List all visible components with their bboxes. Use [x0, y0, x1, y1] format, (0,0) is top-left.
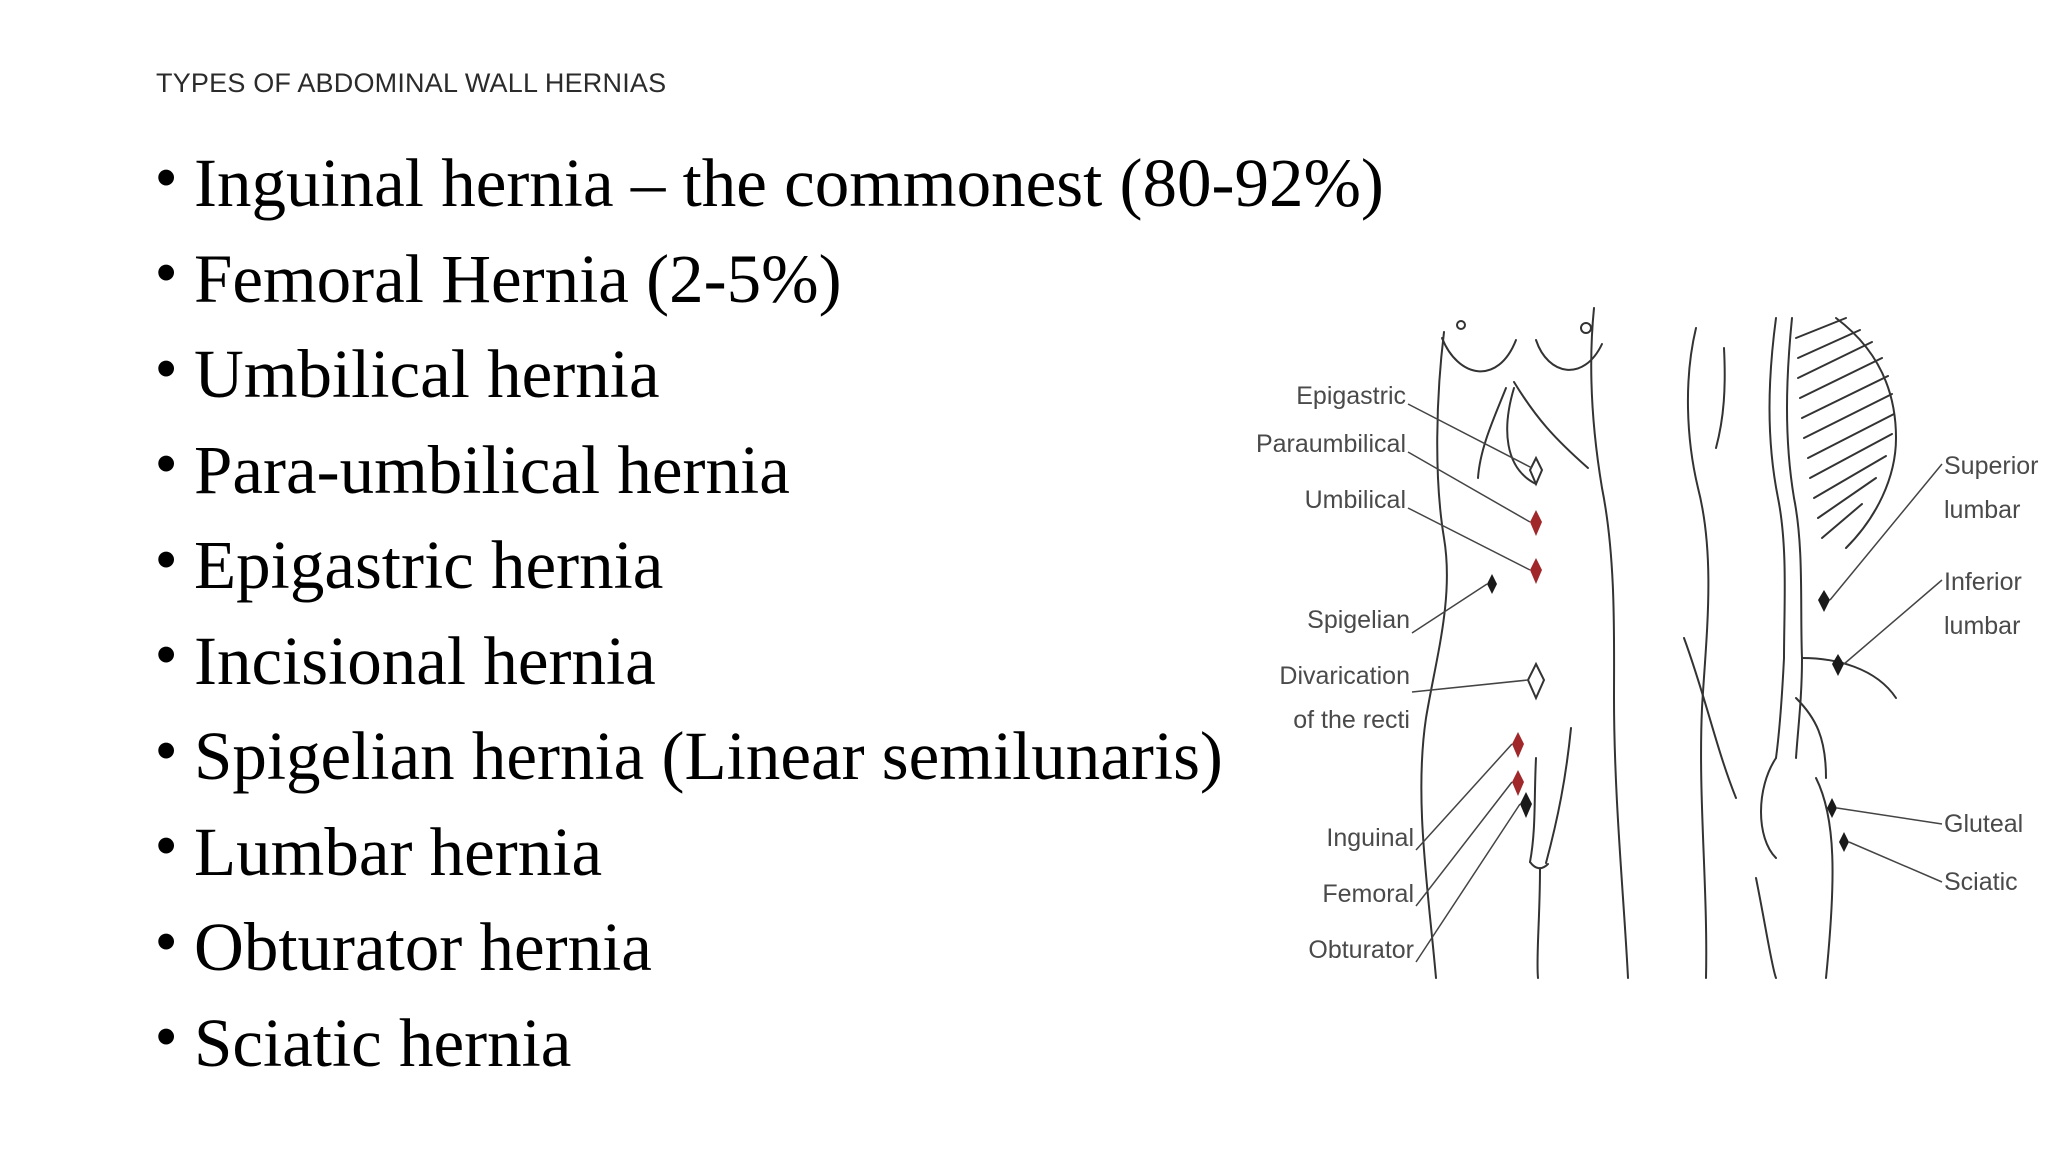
bullet-text: Epigastric hernia — [194, 527, 664, 604]
femoral-marker — [1512, 770, 1524, 796]
front-torso-outline — [1421, 308, 1628, 978]
bullet-list — [156, 136, 1384, 1091]
bullet-item — [156, 614, 1384, 710]
bullet-item — [156, 805, 1384, 901]
bullet-text: Umbilical hernia — [194, 336, 660, 413]
bullet-dot: • — [156, 908, 177, 974]
label-superior-1: Superior — [1944, 452, 2039, 480]
bullet-dot: • — [156, 431, 177, 497]
back-torso-outline — [1684, 318, 1896, 978]
bullet-item — [156, 518, 1384, 614]
label-paraumbilical: Paraumbilical — [1255, 430, 1406, 458]
bullet-item — [156, 423, 1384, 519]
bullet-text: Sciatic hernia — [194, 1004, 572, 1081]
bullet-item — [156, 232, 1384, 328]
bullet-dot: • — [156, 1004, 177, 1070]
bullet-item — [156, 900, 1384, 996]
hernia-diagram-svg — [1236, 278, 2048, 1008]
divarication-marker — [1528, 664, 1544, 698]
label-epigastric: Epigastric — [1296, 382, 1406, 410]
hernia-sites-diagram — [1236, 278, 2048, 1008]
bullet-dot: • — [156, 717, 177, 783]
bullet-dot: • — [156, 526, 177, 592]
sciatic-marker — [1839, 832, 1849, 852]
label-inferior-2: lumbar — [1944, 612, 2021, 640]
label-obturator: Obturator — [1308, 936, 1414, 964]
bullet-dot: • — [156, 240, 177, 306]
bullet-text: Inguinal hernia – the commonest (80-92%) — [194, 145, 1384, 222]
bullet-text: Obturator hernia — [194, 909, 652, 986]
inguinal-marker — [1512, 732, 1524, 758]
paraumbilical-marker — [1530, 510, 1542, 536]
label-umbilical: Umbilical — [1304, 486, 1406, 514]
umbilical-marker — [1530, 558, 1542, 584]
inferior-lumbar-marker — [1832, 654, 1844, 676]
label-inferior-1: Inferior — [1944, 568, 2022, 596]
bullet-dot: • — [156, 813, 177, 879]
label-superior-2: lumbar — [1944, 496, 2021, 524]
bullet-text: Spigelian hernia (Linear semilunaris) — [194, 718, 1223, 795]
bullet-dot: • — [156, 144, 177, 210]
slide-title: TYPES OF ABDOMINAL WALL HERNIAS — [156, 68, 667, 98]
label-femoral: Femoral — [1322, 880, 1414, 908]
label-divarication-2: of the recti — [1293, 706, 1410, 734]
label-inguinal: Inguinal — [1326, 824, 1414, 852]
bullet-text: Femoral Hernia (2-5%) — [194, 240, 842, 317]
bullet-text: Lumbar hernia — [194, 813, 603, 890]
bullet-item — [156, 709, 1384, 805]
superior-lumbar-marker — [1818, 590, 1830, 612]
bullet-dot: • — [156, 335, 177, 401]
label-spigelian: Spigelian — [1307, 606, 1410, 634]
bullet-text: Incisional hernia — [194, 622, 656, 699]
bullet-item — [156, 996, 1384, 1092]
label-gluteal: Gluteal — [1944, 810, 2024, 838]
epigastric-marker — [1530, 458, 1542, 484]
bullet-item — [156, 136, 1384, 232]
obturator-marker — [1520, 792, 1532, 818]
bullet-item — [156, 327, 1384, 423]
hernia-markers — [1487, 458, 1849, 852]
spigelian-marker — [1487, 574, 1497, 594]
bullet-dot: • — [156, 622, 177, 688]
label-sciatic: Sciatic — [1944, 868, 2018, 896]
label-divarication-1: Divarication — [1279, 662, 1410, 690]
bullet-text: Para-umbilical hernia — [194, 431, 790, 508]
